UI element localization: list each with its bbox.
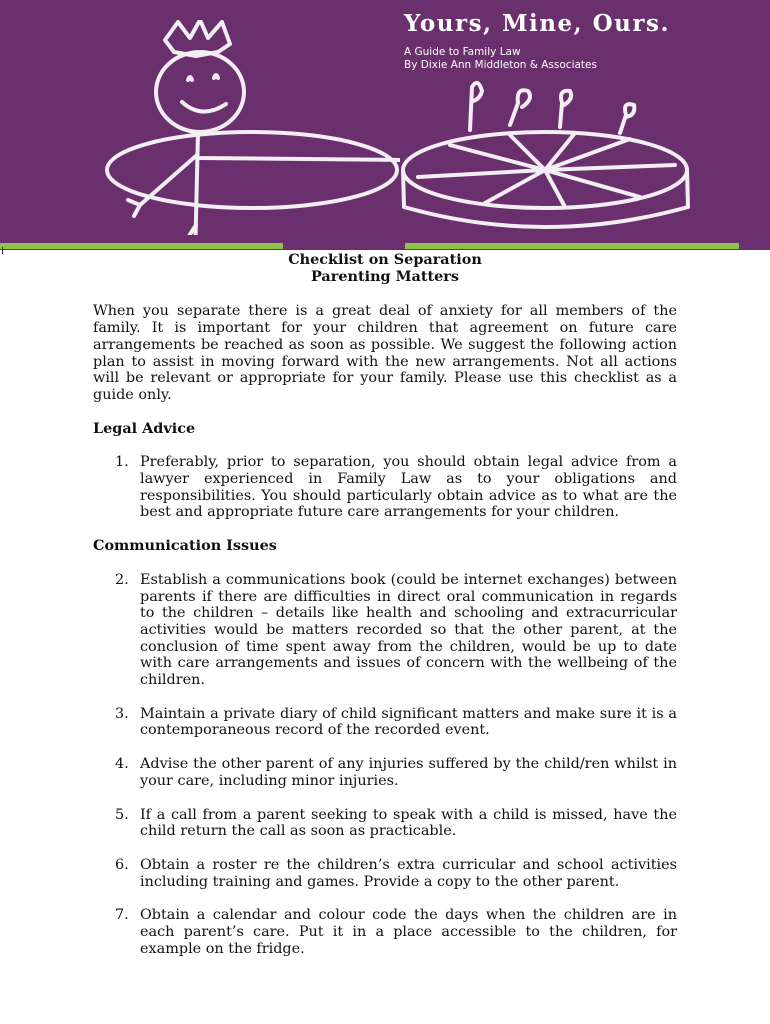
list-item bbox=[93, 857, 677, 890]
list-item-text: Obtain a calendar and colour code the days when the children are in each parent’s care. Put it in a place accessible to the children, for example on the fridge. bbox=[140, 907, 677, 957]
intro-paragraph: When you separate there is a great deal of anxiety for all members of the family. It is important for your children that agreement on future care arrangements be reached as soon as possible. We suggest the following action plan to assist in moving forward with the new arrangements. Not all actions will be relevant or appropriate for your family. Please use this checklist as a guide only. bbox=[93, 303, 677, 403]
list-item-text: Advise the other parent of any injuries suffered by the child/ren whilst in your care, including minor injuries. bbox=[140, 756, 677, 789]
brand-subtitle bbox=[404, 46, 597, 72]
list-item bbox=[93, 907, 677, 957]
list-item bbox=[93, 756, 677, 789]
section-heading-communication-issues: Communication Issues bbox=[93, 537, 277, 555]
brand-title: Yours, Mine, Ours. bbox=[404, 10, 670, 37]
list-item-text: Maintain a private diary of child significant matters and make sure it is a contemporaneous record of the recorded event. bbox=[140, 705, 677, 739]
list-item-number: 4. bbox=[115, 756, 129, 773]
banner-accent-line-left bbox=[0, 243, 283, 249]
banner-accent-line-right bbox=[405, 243, 739, 249]
document-subtitle: Parenting Matters bbox=[311, 267, 459, 285]
list-item-number: 1. bbox=[115, 454, 129, 471]
list-item-text: Obtain a roster re the children’s extra curricular and school activities including training and games. Provide a copy to the other parent. bbox=[140, 856, 677, 890]
list-item-text: Preferably, prior to separation, you should obtain legal advice from a lawyer experienced in Family Law as to your obligations and responsibilities. You should particularly obtain advice as to what are the best and appropriate future care arrangements for your children. bbox=[140, 454, 677, 521]
page-tick-mark bbox=[2, 247, 3, 254]
section-heading-legal-advice: Legal Advice bbox=[93, 419, 196, 437]
list-item-number: 5. bbox=[115, 806, 129, 823]
stick-figure-illustration bbox=[100, 20, 400, 235]
list-item bbox=[93, 572, 677, 689]
list-item bbox=[93, 706, 677, 739]
list-item bbox=[93, 454, 677, 521]
list-item-text: Establish a communications book (could be internet exchanges) between parents if there are difficulties in direct oral communication in regards to the children – details like health and schooling and extracurricular activities would be matters recorded so that the other parent, at the conclusion of time spent away from the children, would be up to date with care arrangements and issues of concern with the wellbeing of the children. bbox=[140, 571, 677, 689]
list-item-number: 3. bbox=[115, 705, 129, 722]
cake-icon bbox=[390, 75, 710, 240]
document-title: Checklist on Separation bbox=[288, 251, 482, 268]
list-item-number: 6. bbox=[115, 856, 129, 873]
list-item bbox=[93, 807, 677, 840]
list-item-text: If a call from a parent seeking to speak with a child is missed, have the child return the call as soon as practicable. bbox=[140, 806, 677, 840]
header-banner bbox=[0, 0, 770, 250]
list-item-number: 2. bbox=[115, 571, 129, 588]
list-item-number: 7. bbox=[115, 907, 129, 924]
brand-subtitle-line-2: By Dixie Ann Middleton & Associates bbox=[404, 59, 597, 71]
document-body bbox=[93, 252, 677, 958]
brand-subtitle-line-1: A Guide to Family Law bbox=[404, 46, 521, 58]
